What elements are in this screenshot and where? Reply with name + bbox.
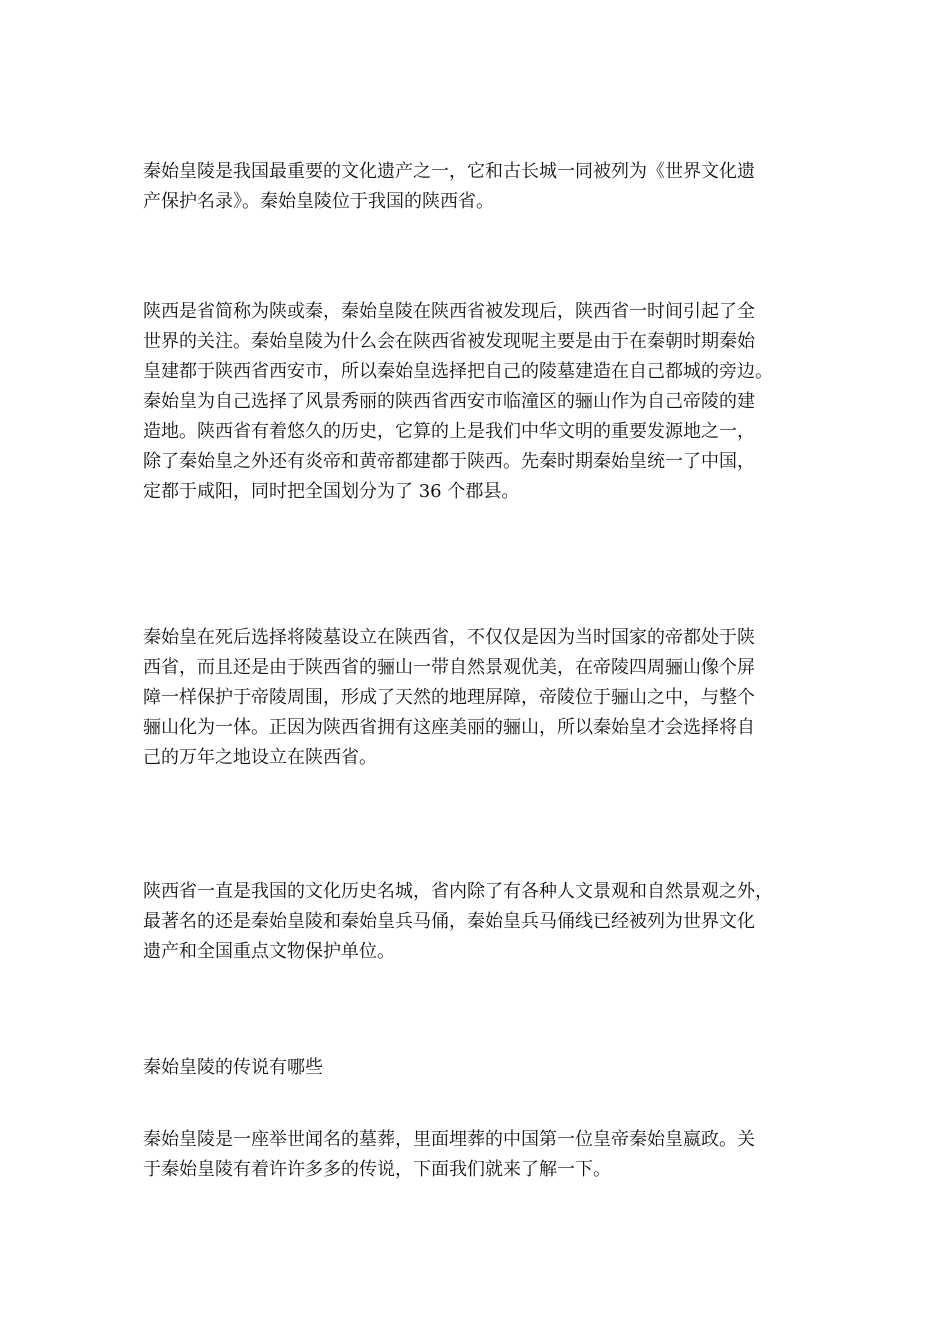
paragraph-shaanxi-history: 陕西是省简称为陕或秦，秦始皇陵在陕西省被发现后，陕西省一时间引起了全 世界的关注。秦始皇陵为什么会在陕西省被发现呢主要是由于在秦朝时期秦始 皇建都于陕西省西安市，所以秦始皇选择把自己的陵墓建造在自己都城的旁边。 秦始皇为自己选择了风景秀丽的陕西省西安市临潼区的骊山作为自己帝陵的建 造地。陕西省有着悠久的历史，它算的上是我们中华文明的重要发源地之一， 除了秦始皇之外还有炎帝和黄帝都建都于陕西。先秦时期秦始皇统一了中国， 定都于咸阳，同时把全国划分为了 36 个郡县。 [143, 301, 773, 502]
paragraph-lishan-location: 秦始皇在死后选择将陵墓设立在陕西省，不仅仅是因为当时国家的帝都处于陕 西省，而且还是由于陕西省的骊山一带自然景观优美，在帝陵四周骊山像个屏 障一样保护于帝陵周围，形成了天然的地理屏障，帝陵位于骊山之中，与整个 骊山化为一体。正因为陕西省拥有这座美丽的骊山，所以秦始皇才会选择将自 己的万年之地设立在陕西省。 [143, 627, 755, 768]
paragraph-legends-intro: 秦始皇陵是一座举世闻名的墓葬，里面埋葬的中国第一位皇帝秦始皇嬴政。关 于秦始皇陵有着许许多多的传说，下面我们就来了解一下。 [143, 1129, 755, 1180]
section-heading-legends: 秦始皇陵的传说有哪些 [143, 1057, 323, 1078]
paragraph-intro: 秦始皇陵是我国最重要的文化遗产之一，它和古长城一同被列为《世界文化遗 产保护名录》。秦始皇陵位于我国的陕西省。 [143, 161, 755, 212]
paragraph-cultural-city: 陕西省一直是我国的文化历史名城，省内除了有各种人文景观和自然景观之外， 最著名的还是秦始皇陵和秦始皇兵马俑，秦始皇兵马俑线已经被列为世界文化 遗产和全国重点文物保护单位。 [143, 881, 773, 962]
